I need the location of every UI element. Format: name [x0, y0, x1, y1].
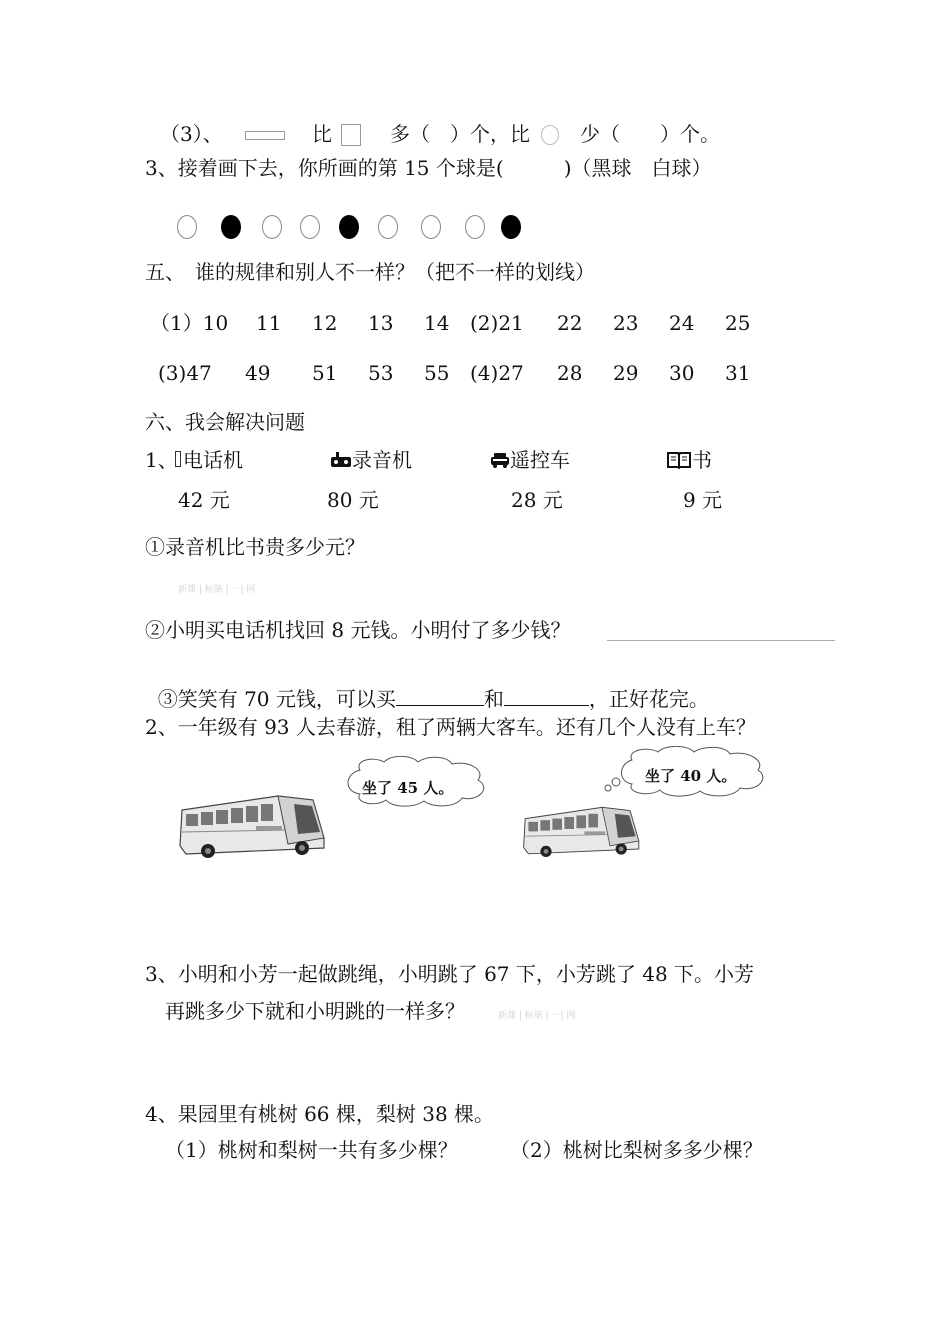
item-name: 录音机 [352, 448, 412, 472]
compare-more-text: 多（ ）个，比 [390, 122, 530, 146]
number-cell: 11 [256, 311, 282, 335]
number-cell: 22 [557, 311, 583, 335]
white-ball [300, 215, 320, 239]
item-price: 9 元 [683, 488, 723, 512]
number-cell: 51 [312, 361, 338, 385]
ball-pattern-question: 3、接着画下去，你所画的第 15 个球是( )（黑球 白球） [145, 156, 712, 180]
telephone-icon [175, 451, 181, 467]
item-name: 电话机 [183, 448, 243, 472]
sub-question-1: ①录音机比书贵多少元？ [145, 535, 365, 559]
orchard-question: 4、果园里有桃树 66 棵，梨树 38 棵。 [145, 1102, 495, 1126]
tape-recorder-icon [330, 450, 352, 468]
white-ball [378, 215, 398, 239]
number-cell: (4)27 [470, 361, 524, 385]
fill-blank[interactable] [396, 687, 484, 706]
question-number: （3）、 [160, 122, 223, 146]
bus-image-1 [178, 788, 328, 863]
white-ball [421, 215, 441, 239]
jump-rope-question-line1: 3、小明和小芳一起做跳绳，小明跳了 67 下，小芳跳了 48 下。小芳 [145, 962, 755, 986]
number-cell: 28 [557, 361, 583, 385]
answer-line[interactable] [607, 640, 835, 641]
orchard-sub-2: （2）桃树比梨树多多少棵？ [510, 1138, 763, 1162]
number-cell: 23 [613, 311, 639, 335]
number-cell: 14 [424, 311, 450, 335]
sub-question-3-text-b: 和 [483, 687, 504, 711]
bus-image-2 [522, 800, 642, 862]
remote-car-icon [490, 451, 510, 469]
bubble-text-1: 坐了 45 人。 [362, 779, 454, 797]
section-five-title: 五、 谁的规律和别人不一样？（把不一样的划线） [145, 260, 595, 284]
number-cell: 29 [613, 361, 639, 385]
problem-number: 1、 [145, 448, 178, 472]
circle-shape [541, 125, 559, 145]
item-price: 80 元 [327, 488, 379, 512]
black-ball [339, 215, 359, 239]
number-cell: （1）10 [150, 311, 229, 335]
jump-rope-question-line2: 再跳多少下就和小明跳的一样多？ [165, 999, 465, 1023]
number-cell: 12 [312, 311, 338, 335]
number-cell: 25 [725, 311, 751, 335]
number-cell: (2)21 [470, 311, 524, 335]
black-ball [221, 215, 241, 239]
watermark: 新课 | 标第 | 一| 网 [178, 585, 256, 595]
number-cell: 55 [424, 361, 450, 385]
compare-word-bi: 比 [312, 122, 332, 146]
number-cell: 31 [725, 361, 751, 385]
item-price: 42 元 [178, 488, 230, 512]
bubble-text-2: 坐了 40 人。 [645, 767, 737, 785]
compare-less-text: 少（ ）个。 [580, 122, 720, 146]
square-shape [341, 124, 361, 146]
watermark: 新课 | 标第 | 一| 网 [498, 1011, 576, 1021]
number-cell: 13 [368, 311, 394, 335]
sub-question-3 [145, 667, 709, 709]
item-price: 28 元 [511, 488, 563, 512]
white-ball [262, 215, 282, 239]
sub-question-2: ②小明买电话机找回 8 元钱。小明付了多少钱？ [145, 618, 571, 642]
item-name: 书 [692, 448, 712, 472]
fill-blank[interactable] [504, 687, 589, 706]
white-ball [177, 215, 197, 239]
number-cell: (3)47 [158, 361, 212, 385]
orchard-sub-1: （1）桃树和梨树一共有多少棵？ [165, 1138, 458, 1162]
number-cell: 53 [368, 361, 394, 385]
number-cell: 24 [669, 311, 695, 335]
number-cell: 49 [245, 361, 271, 385]
number-cell: 30 [669, 361, 695, 385]
sub-question-3-text-a: ③笑笑有 70 元钱，可以买 [157, 687, 396, 711]
black-ball [501, 215, 521, 239]
item-name: 遥控车 [510, 448, 570, 472]
book-icon [667, 451, 691, 469]
sub-question-3-text-c: ，正好花完。 [588, 687, 709, 711]
bus-question: 2、一年级有 93 人去春游，租了两辆大客车。还有几个人没有上车？ [145, 715, 756, 739]
rectangle-shape [245, 131, 285, 140]
section-six-title: 六、我会解决问题 [145, 410, 305, 434]
white-ball [465, 215, 485, 239]
